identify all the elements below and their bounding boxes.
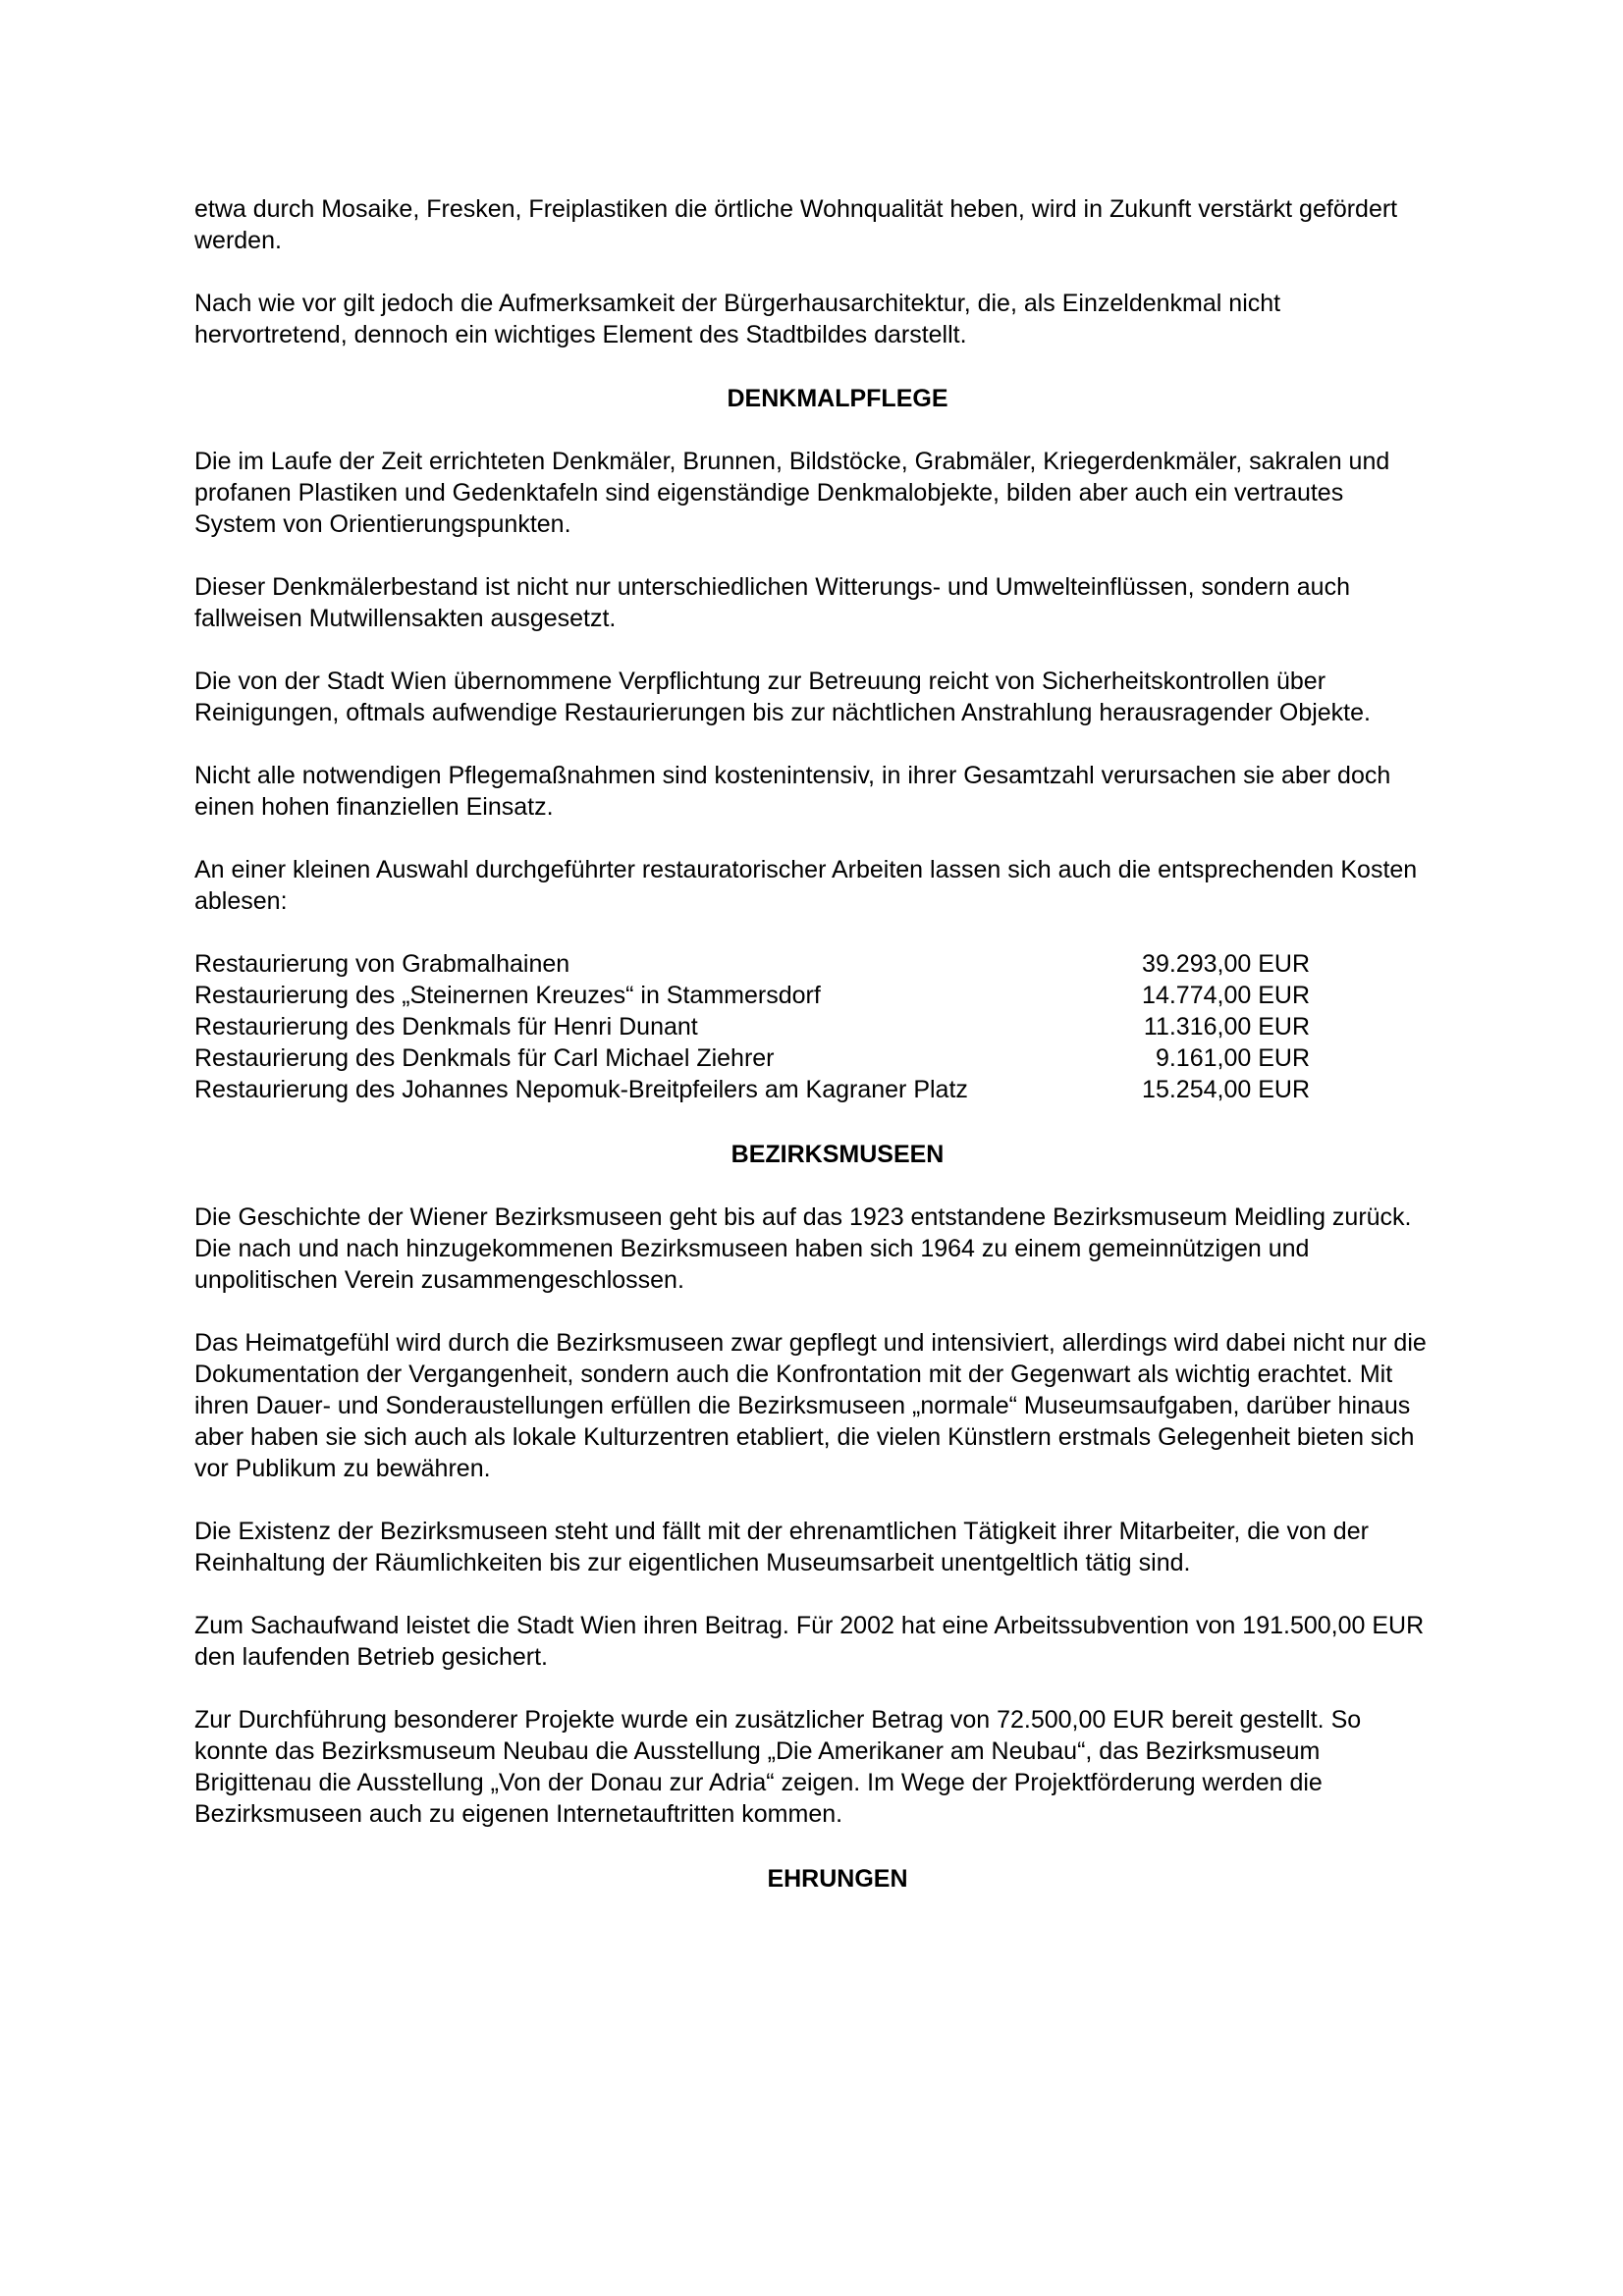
intro-paragraph: etwa durch Mosaike, Fresken, Freiplastiken die örtliche Wohnqualität heben, wird in Zukunft verstärkt gefördert werden.: [194, 195, 1398, 254]
cost-item: Restaurierung des „Steinernen Kreuzes“ in Stammersdorf: [194, 982, 821, 1009]
cost-row: [194, 980, 1310, 1011]
section-heading-bezirksmuseen: BEZIRKSMUSEEN: [730, 1141, 945, 1168]
section-heading-ehrungen: EHRUNGEN: [767, 1865, 908, 1893]
cost-row: [194, 1074, 1310, 1105]
bezirksmuseen-paragraph: Zur Durchführung besonderer Projekte wurde ein zusätzlicher Betrag von 72.500,00 EUR bereit gestellt. So konnte das Bezirksmuseum Neubau die Ausstellung „Die Amerikaner am Neubau“, das Bezirksmuseum Brigittenau die Ausstellung „Von der Donau zur Adria“ zeigen. Im Wege der Projektförderung werden die Bezirksmuseen auch zu eigenen Internetauftritten kommen.: [194, 1706, 1362, 1828]
bezirksmuseen-paragraph: Die Geschichte der Wiener Bezirksmuseen geht bis auf das 1923 entstandene Bezirksmuseum Meidling zurück. Die nach und nach hinzugekommenen Bezirksmuseen haben sich 1964 zu einem gemeinnützigen und unpolitischen Verein zusammengeschlossen.: [194, 1203, 1412, 1294]
restoration-cost-table: [194, 948, 1310, 1105]
cost-item: Restaurierung des Denkmals für Henri Dunant: [194, 1013, 698, 1041]
cost-item: Restaurierung des Denkmals für Carl Michael Ziehrer: [194, 1044, 775, 1072]
denkmalpflege-paragraph: Die von der Stadt Wien übernommene Verpflichtung zur Betreuung reicht von Sicherheitskontrollen über Reinigungen, oftmals aufwendige Restaurierungen bis zur nächtlichen Anstrahlung herausragender Objekte.: [194, 667, 1371, 726]
denkmalpflege-paragraph: Die im Laufe der Zeit errichteten Denkmäler, Brunnen, Bildstöcke, Grabmäler, Kriegerdenkmäler, sakralen und profanen Plastiken und Gedenktafeln sind eigenständige Denkmalobjekte, bilden aber auch ein vertrautes System von Orientierungspunkten.: [194, 448, 1390, 538]
cost-item: Restaurierung von Grabmalhainen: [194, 950, 570, 978]
bezirksmuseen-paragraph: Das Heimatgefühl wird durch die Bezirksmuseen zwar gepflegt und intensiviert, allerdings wird dabei nicht nur die Dokumentation der Vergangenheit, sondern auch die Konfrontation mit der Gegenwart als wichtig erachtet. Mit ihren Dauer- und Sonderaustellungen erfüllen die Bezirksmuseen „normale“ Museumsaufgaben, darüber hinaus aber haben sie sich auch als lokale Kulturzentren etabliert, die vielen Künstlern erstmals Gelegenheit bieten sich vor Publikum zu bewähren.: [194, 1329, 1427, 1482]
document-page: [194, 193, 1432, 1926]
bezirksmuseen-paragraph: Die Existenz der Bezirksmuseen steht und fällt mit der ehrenamtlichen Tätigkeit ihrer Mitarbeiter, die von der Reinhaltung der Räumlichkeiten bis zur eigentlichen Museumsarbeit unentgeltlich tätig sind.: [194, 1518, 1369, 1576]
cost-row: [194, 1042, 1310, 1074]
cost-row: [194, 1011, 1310, 1042]
section-heading-denkmalpflege: DENKMALPFLEGE: [727, 385, 948, 412]
cost-item: Restaurierung des Johannes Nepomuk-Breitpfeilers am Kagraner Platz: [194, 1076, 968, 1103]
bezirksmuseen-paragraph: Zum Sachaufwand leistet die Stadt Wien ihren Beitrag. Für 2002 hat eine Arbeitssubvention von 191.500,00 EUR den laufenden Betrieb gesichert.: [194, 1612, 1425, 1671]
intro-paragraph: Nach wie vor gilt jedoch die Aufmerksamkeit der Bürgerhausarchitektur, die, als Einzeldenkmal nicht hervortretend, dennoch ein wichtiges Element des Stadtbildes darstellt.: [194, 290, 1281, 348]
denkmalpflege-paragraph: An einer kleinen Auswahl durchgeführter restauratorischer Arbeiten lassen sich auch die entsprechenden Kosten ablesen:: [194, 856, 1418, 915]
cost-amount: 39.293,00 EUR: [1142, 950, 1310, 978]
denkmalpflege-paragraph: Nicht alle notwendigen Pflegemaßnahmen sind kostenintensiv, in ihrer Gesamtzahl verursachen sie aber doch einen hohen finanziellen Einsatz.: [194, 762, 1391, 821]
cost-amount: 15.254,00 EUR: [1142, 1076, 1310, 1103]
cost-row: [194, 948, 1310, 980]
denkmalpflege-paragraph: Dieser Denkmälerbestand ist nicht nur unterschiedlichen Witterungs- und Umwelteinflüssen, sondern auch fallweisen Mutwillensakten ausgesetzt.: [194, 573, 1350, 632]
cost-amount: 11.316,00 EUR: [1143, 1013, 1310, 1041]
cost-amount: 14.774,00 EUR: [1142, 982, 1310, 1009]
cost-amount: 9.161,00 EUR: [1155, 1044, 1310, 1072]
